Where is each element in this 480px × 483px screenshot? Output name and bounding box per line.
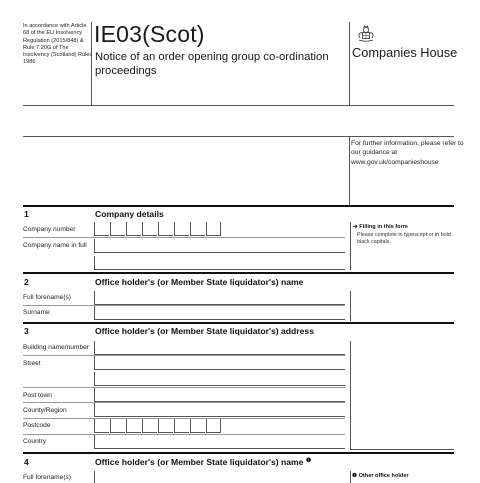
section-2-title: Office holder's (or Member State liquidator's) name [95, 277, 304, 287]
header-rule-2 [23, 136, 454, 137]
company-number-cell[interactable] [94, 222, 109, 236]
street-input[interactable] [94, 356, 345, 370]
header-rule [23, 105, 454, 106]
postcode-input[interactable] [94, 419, 222, 433]
section-1-bar [23, 205, 454, 207]
postcode-cell[interactable] [126, 419, 141, 433]
company-number-cell[interactable] [110, 222, 125, 236]
row-rule [23, 237, 345, 238]
building-label: Building name/number [23, 344, 89, 351]
footnote-marker-icon: ❶ [352, 473, 358, 479]
form-code: IE03(Scot) [94, 21, 205, 47]
info-divider [349, 136, 350, 206]
postcode-cell[interactable] [110, 419, 125, 433]
company-number-label: Company number [23, 226, 76, 233]
company-name-input[interactable] [94, 239, 345, 253]
header-divider-left [91, 22, 92, 105]
companies-house-brand: Companies House [352, 45, 458, 60]
section-1-title: Company details [95, 209, 164, 219]
country-input[interactable] [94, 435, 345, 449]
royal-crest-icon [356, 25, 376, 43]
company-name-label: Company name in full [23, 242, 87, 249]
arrow-right-icon: ➔ [353, 224, 360, 230]
full-forenames-label: Full forename(s) [23, 294, 72, 301]
full-forenames-input[interactable] [94, 291, 345, 305]
filling-in-note-title: ➔ Filling in this form [353, 224, 408, 230]
postcode-cell[interactable] [142, 419, 157, 433]
postcode-cell[interactable] [94, 419, 109, 433]
company-number-cell[interactable] [190, 222, 205, 236]
section-4-forenames-label: Full forename(s) [23, 474, 72, 481]
other-office-holder-note-title: ❶ Other office holder [352, 473, 409, 479]
post-town-label: Post town [23, 392, 52, 399]
section-3-title: Office holder's (or Member State liquidator's) address [95, 326, 314, 336]
company-number-cell[interactable] [126, 222, 141, 236]
postcode-label: Postcode [23, 422, 51, 429]
section-4-title: Office holder's (or Member State liquidator's) name $^❶$ [95, 457, 312, 467]
further-info-note: For further information, please refer to our guidance at www.gov.uk/companieshouse [351, 140, 464, 166]
company-number-cell[interactable] [206, 222, 221, 236]
legal-reference: In accordance with Article 68 of the EU Insolvency Regulation (2015/848) & Rule 7.20G of The Insolvency (Scotland) Rules 1986 [23, 23, 93, 66]
company-number-cell[interactable] [174, 222, 189, 236]
company-number-input[interactable] [94, 222, 222, 236]
footnote-marker-icon: ❶ [305, 458, 312, 464]
postcode-cell[interactable] [206, 419, 221, 433]
section-4-bar [23, 452, 454, 454]
surname-input[interactable] [94, 306, 345, 320]
section-3-bar [23, 322, 454, 324]
postcode-cell[interactable] [158, 419, 173, 433]
company-number-cell[interactable] [142, 222, 157, 236]
filling-in-note-text: Please complete in typescript or in bold black capitals. [357, 232, 451, 245]
section-4-forenames-input[interactable] [94, 471, 345, 483]
building-input[interactable] [94, 341, 345, 355]
street-input-line-2[interactable] [94, 372, 345, 386]
section-3-number: 3 [24, 326, 29, 336]
company-number-cell[interactable] [158, 222, 173, 236]
surname-label: Surname [23, 309, 50, 316]
section-1-number: 1 [24, 209, 29, 219]
section-2-number: 2 [24, 277, 29, 287]
section-2-side-box [350, 291, 454, 321]
county-label: County/Region [23, 407, 67, 414]
section-2-bar [23, 272, 454, 274]
postcode-cell[interactable] [174, 419, 189, 433]
post-town-input[interactable] [94, 388, 345, 402]
header-divider-right [349, 22, 350, 105]
form-title: Notice of an order opening group co-ordination proceedings [95, 51, 329, 77]
company-name-input-line-2[interactable] [94, 256, 345, 270]
country-label: Country [23, 438, 47, 445]
street-label: Street [23, 360, 41, 367]
county-input[interactable] [94, 403, 345, 417]
postcode-cell[interactable] [190, 419, 205, 433]
section-3-side-box [350, 341, 454, 450]
section-4-number: 4 [24, 457, 29, 467]
